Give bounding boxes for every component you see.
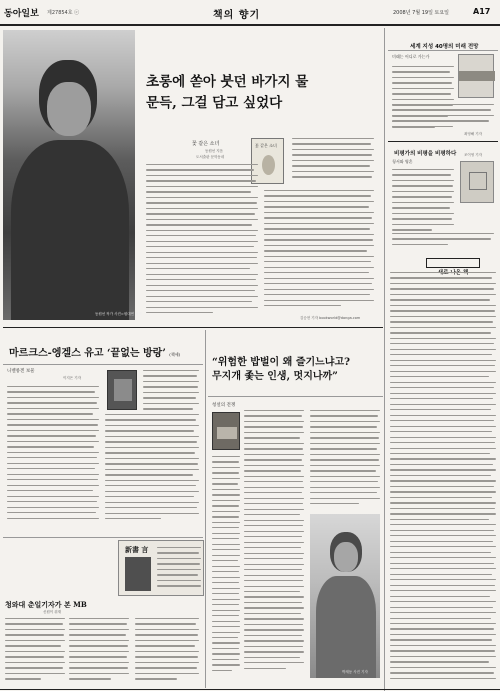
- lead-headline: [146, 72, 308, 114]
- new-books-list: [390, 272, 496, 688]
- sidebar-critic-body-2: [392, 233, 494, 251]
- lead-publisher: 도서출판 문학동네: [196, 155, 225, 159]
- sidebar-critic-title: 비평가의 비평을 비평하다: [394, 151, 457, 157]
- author-face: [47, 82, 91, 136]
- sidebar-critic-book: 청서와 영혼: [392, 159, 413, 164]
- interviewee-caption: 박재동 사진 기자: [342, 670, 368, 674]
- bottom-left-article: [3, 598, 203, 690]
- lead-body-col-3: [292, 138, 374, 186]
- marx-byline: 이지은 기자: [63, 376, 82, 380]
- marx-bottom-rule: [3, 537, 203, 538]
- interviewee-body: [316, 576, 376, 678]
- bottom-left-body-2: [69, 618, 129, 684]
- marx-article: [3, 330, 203, 535]
- sidebar-critic: [388, 143, 498, 255]
- sidebar-mid-rule-top: [388, 141, 498, 142]
- photo-caption: 동원선 작가 사진=원대연 기자: [95, 312, 142, 316]
- sidebar-future-rule: [388, 50, 498, 51]
- book-cover-art: [262, 155, 275, 175]
- marx-body-col-3: [143, 370, 199, 414]
- sidebar-future: [388, 28, 498, 140]
- author-shoulders: [11, 140, 129, 320]
- marx-cover-art: [114, 379, 132, 401]
- marx-body-col-2: [105, 414, 199, 526]
- masthead-rule: [0, 24, 500, 26]
- lead-kicker: 꽃 같은 소녀: [192, 141, 220, 147]
- quote-body-col-0: [212, 456, 240, 678]
- sidebar-critic-byline: 조이영 기자: [464, 153, 483, 157]
- quote-book-cover: [212, 412, 240, 450]
- quote-rule: [208, 396, 383, 397]
- lead-byline: 김승현 기자 bookworld@donga.com: [300, 316, 361, 320]
- quote-headline-line-2: 무지개 좇는 인생, 멋지나까”: [212, 371, 338, 382]
- page-bottom-rule: [0, 689, 500, 690]
- marx-book-cover: [107, 370, 137, 410]
- masthead: [0, 0, 500, 26]
- column-divider-right: [384, 28, 385, 691]
- lead-headline-line-1: 초롱에 쏟아 붓던 바가지 물: [146, 74, 309, 90]
- marx-sub: (책세): [169, 352, 181, 357]
- lead-headline-line-2: 문득, 그걸 담고 싶었다: [146, 95, 283, 111]
- marx-book-title: 니벨룽겐 보물: [7, 369, 35, 374]
- interviewee-face: [334, 542, 358, 572]
- sidebar-critic-body: [392, 169, 454, 233]
- page-number: A17: [473, 7, 491, 16]
- new-books-label: [426, 258, 480, 268]
- critic-cover-mark: [469, 172, 487, 190]
- column-divider-mid: [205, 330, 206, 688]
- ad-title: 新書 言: [125, 545, 149, 554]
- bottom-left-body-3: [135, 618, 199, 684]
- bottom-left-byline: 신원이 취재: [43, 610, 62, 614]
- paper-name: 동아일보: [4, 9, 39, 19]
- author-photo: [3, 30, 135, 320]
- lead-bottom-rule: [3, 327, 383, 328]
- bottom-left-body-1: [5, 618, 65, 684]
- sidebar-critic-cover: [460, 161, 494, 203]
- lead-author: 동원선 지음: [205, 149, 224, 153]
- quote-body-col-1: [244, 410, 304, 678]
- marx-body-col-1: [7, 386, 99, 526]
- interviewee-photo: [310, 514, 380, 678]
- quote-book: 청설의 전쟁: [212, 403, 236, 408]
- section-title: 책의 향기: [213, 10, 261, 21]
- ad-box: [118, 540, 204, 596]
- issue-date: 2008년 7월 19일 토요일: [393, 10, 450, 16]
- sidebar-future-title: 세계 지성 40명의 미래 전망: [410, 44, 479, 50]
- lead-body-col-2: [264, 190, 374, 316]
- bottom-left-headline: 청와대 춘일기자가 본 MB: [5, 600, 87, 609]
- lead-body-col-1: [146, 164, 258, 316]
- marx-rule: [3, 364, 203, 365]
- quote-article: [208, 330, 383, 688]
- future-cover-band: [459, 71, 495, 81]
- quote-body-col-2: [310, 410, 380, 510]
- lead-article: [0, 28, 383, 326]
- book-cover-title: 꽃 같은 소녀: [255, 143, 277, 148]
- sidebar-future-cover: [458, 54, 494, 98]
- quote-cover-art: [217, 427, 237, 439]
- sidebar-future-book: 미래는 어디로 가는가: [392, 54, 430, 59]
- ad-cover: [125, 557, 151, 591]
- quote-headline: [212, 356, 350, 384]
- quote-headline-line-1: “위험한 밥벌이 왜 즐기느냐고?: [212, 357, 350, 368]
- sidebar-future-byline: 최영해 기자: [464, 132, 483, 136]
- marx-headline: [9, 344, 180, 359]
- issue-number: 제27854호 ⓒ: [47, 10, 80, 16]
- marx-headline-text: 마르크스-엥겔스 유고 ‘끝없는 방랑’: [9, 348, 166, 359]
- ad-body: [157, 547, 201, 593]
